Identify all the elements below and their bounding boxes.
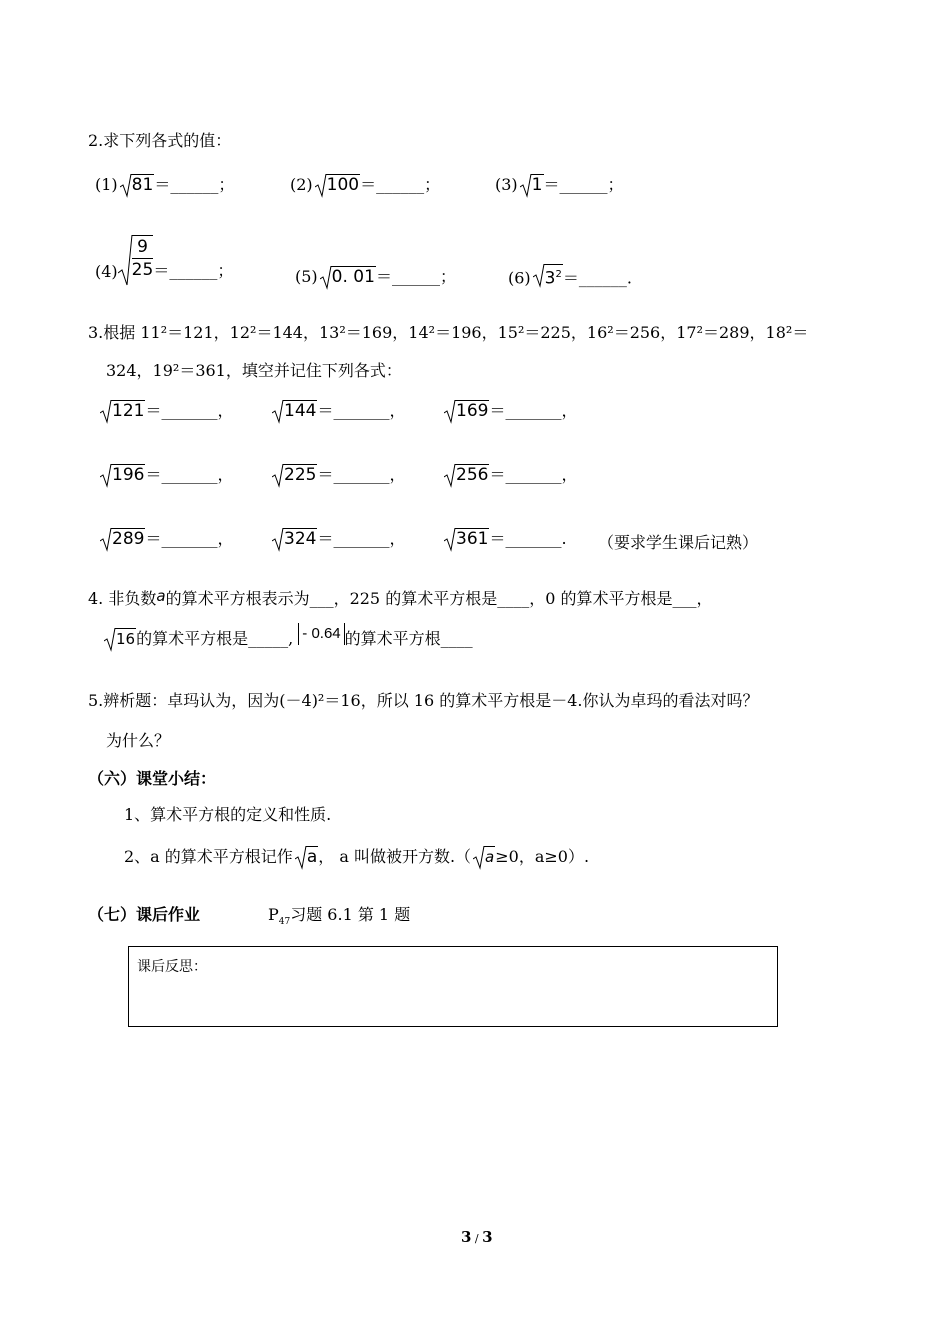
answer-blank: ＝_______， <box>145 401 234 420</box>
summary-heading: （六）课堂小结： <box>88 769 217 788</box>
q2-item-1 <box>95 172 234 195</box>
answer-blank: ＝_______， <box>317 465 406 484</box>
reflection-box <box>128 946 778 1027</box>
radical-sign-icon <box>120 174 132 198</box>
summary-item-2 <box>124 844 589 867</box>
q3-item <box>442 398 577 421</box>
denominator: 25 <box>131 260 154 280</box>
radicand: 121 <box>112 401 145 421</box>
answer-blank: ＝_______， <box>317 529 406 548</box>
q3-item <box>442 462 577 485</box>
q3-line-1: 3.根据 11²＝121，12²＝144，13²＝169，14²＝196，15²＝225，16²＝256，17²＝289，18²＝ <box>88 323 809 342</box>
radical <box>272 464 317 485</box>
item-label: (2) <box>290 175 313 194</box>
answer-blank: ＝______； <box>543 175 624 194</box>
answer-blank: ＝_______. <box>489 529 567 548</box>
q4-text-2: 的算术平方根表示为___，225 的算术平方根是____，0 的算术平方根是___， <box>165 589 713 608</box>
q2-item-6 <box>508 264 632 289</box>
radical <box>295 846 318 867</box>
answer-blank: ＝______； <box>360 175 441 194</box>
radicand: 81 <box>131 175 154 195</box>
radical <box>104 628 136 649</box>
radical <box>272 528 317 549</box>
answer-blank: ＝_______， <box>489 465 578 484</box>
radical-sign-icon <box>118 235 133 287</box>
radical-sign-icon <box>444 400 456 424</box>
q2-item-5 <box>295 264 456 287</box>
q3-item <box>270 526 405 549</box>
radicand: 289 <box>112 529 145 549</box>
radicand <box>544 264 563 289</box>
radical <box>533 264 563 289</box>
q4-line-2 <box>102 626 473 651</box>
radical-sign-icon <box>315 174 327 198</box>
radical-sign-icon <box>272 400 284 424</box>
q5-line-2: 为什么？ <box>106 731 171 750</box>
radicand: 100 <box>326 175 360 195</box>
radical-sign-icon <box>533 264 545 288</box>
radical-sign-icon <box>272 528 284 552</box>
q4-text-3: 的算术平方根是_____, <box>136 629 294 648</box>
page-separator: / <box>471 1232 483 1245</box>
item-label: (6) <box>508 268 531 288</box>
exponent: 2 <box>555 269 562 280</box>
homework-p: P <box>268 905 279 924</box>
homework-text <box>268 902 410 927</box>
summary-text-b: ， a 叫做被开方数.（ <box>318 847 472 866</box>
radical <box>444 464 489 485</box>
answer-blank: ＝_______， <box>145 465 234 484</box>
numerator: 9 <box>132 236 154 259</box>
answer-blank: ＝_______， <box>145 529 234 548</box>
radical-sign-icon <box>444 464 456 488</box>
q2-item-2 <box>290 172 440 195</box>
answer-blank: ＝______. <box>562 268 632 288</box>
radical <box>100 528 145 549</box>
q2-item-4 <box>95 228 233 281</box>
radicand: 169 <box>456 401 489 421</box>
radical <box>320 266 376 287</box>
q3-note: （要求学生课后记熟） <box>598 533 759 552</box>
radical <box>444 528 489 549</box>
q4-variable: a <box>156 587 166 605</box>
summary-item-1: 1、算术平方根的定义和性质. <box>124 805 332 824</box>
radicand: 16 <box>116 630 136 648</box>
q5-line-1: 5.辨析题：卓玛认为，因为(－4)²＝16，所以 16 的算术平方根是－4.你认为卓玛的看法对吗？ <box>88 691 759 710</box>
item-label: (3) <box>495 175 518 194</box>
fraction <box>132 235 154 281</box>
radical <box>315 174 360 195</box>
answer-blank: ＝______； <box>375 267 456 286</box>
radicand: a <box>306 847 318 867</box>
q4-line-1 <box>88 586 712 609</box>
radical <box>520 174 544 195</box>
page-current: 3 <box>461 1228 472 1246</box>
item-label: (4) <box>95 262 118 281</box>
q3-item <box>270 398 405 421</box>
radical-sign-icon <box>520 174 532 198</box>
summary-text-c: ≥0，a≥0）. <box>495 847 590 866</box>
answer-blank: ＝______； <box>154 175 235 194</box>
radical <box>120 174 155 195</box>
page-number <box>461 1228 493 1246</box>
radical <box>100 400 145 421</box>
q4-text-1: 4. 非负数 <box>88 589 157 608</box>
radical <box>100 464 145 485</box>
answer-blank: ＝_______， <box>489 401 578 420</box>
radical-sign-icon <box>100 464 112 488</box>
page-total: 3 <box>482 1228 493 1246</box>
radical-sign-icon <box>272 464 284 488</box>
radicand: 225 <box>284 465 317 485</box>
radicand: 1 <box>531 175 543 195</box>
reflection-label: 课后反思： <box>137 959 207 975</box>
radicand: a <box>485 848 495 866</box>
q3-item <box>98 526 233 549</box>
q3-item <box>98 398 233 421</box>
radicand: 196 <box>112 465 145 485</box>
radical-sign-icon <box>473 846 485 870</box>
radical-fraction <box>118 235 154 281</box>
q2-item-3 <box>495 172 624 195</box>
answer-blank: ＝______； <box>153 261 234 280</box>
radical <box>473 846 495 867</box>
radicand: 361 <box>456 529 489 549</box>
radicand: 144 <box>284 401 317 421</box>
radical-sign-icon <box>444 528 456 552</box>
item-label: (5) <box>295 267 318 286</box>
radical-sign-icon <box>320 266 332 290</box>
q2-title: 2.求下列各式的值： <box>88 131 232 150</box>
radicand: 324 <box>284 529 317 549</box>
radical-sign-icon <box>100 400 112 424</box>
summary-text-a: 2、a 的算术平方根记作 <box>124 847 293 866</box>
homework-page: 47 <box>278 917 291 928</box>
radicand: 256 <box>456 465 489 485</box>
q3-item <box>442 526 567 549</box>
radical <box>444 400 489 421</box>
radicand: 0. 01 <box>331 267 375 287</box>
q3-item <box>270 462 405 485</box>
homework-heading: （七）课后作业 <box>88 905 201 924</box>
homework-rest: 习题 6.1 第 1 题 <box>290 905 411 924</box>
answer-blank: ＝_______， <box>317 401 406 420</box>
item-label: (1) <box>95 175 118 194</box>
q3-line-2: 324，19²＝361，填空并记住下列各式： <box>106 361 402 380</box>
q3-item <box>98 462 233 485</box>
q4-text-4: 的算术平方根____ <box>344 629 473 648</box>
radical-sign-icon <box>104 628 116 652</box>
radical-sign-icon <box>295 846 307 870</box>
absolute-value: - 0.64 <box>298 623 344 645</box>
radical <box>272 400 317 421</box>
base: 3 <box>544 268 556 289</box>
radical-sign-icon <box>100 528 112 552</box>
